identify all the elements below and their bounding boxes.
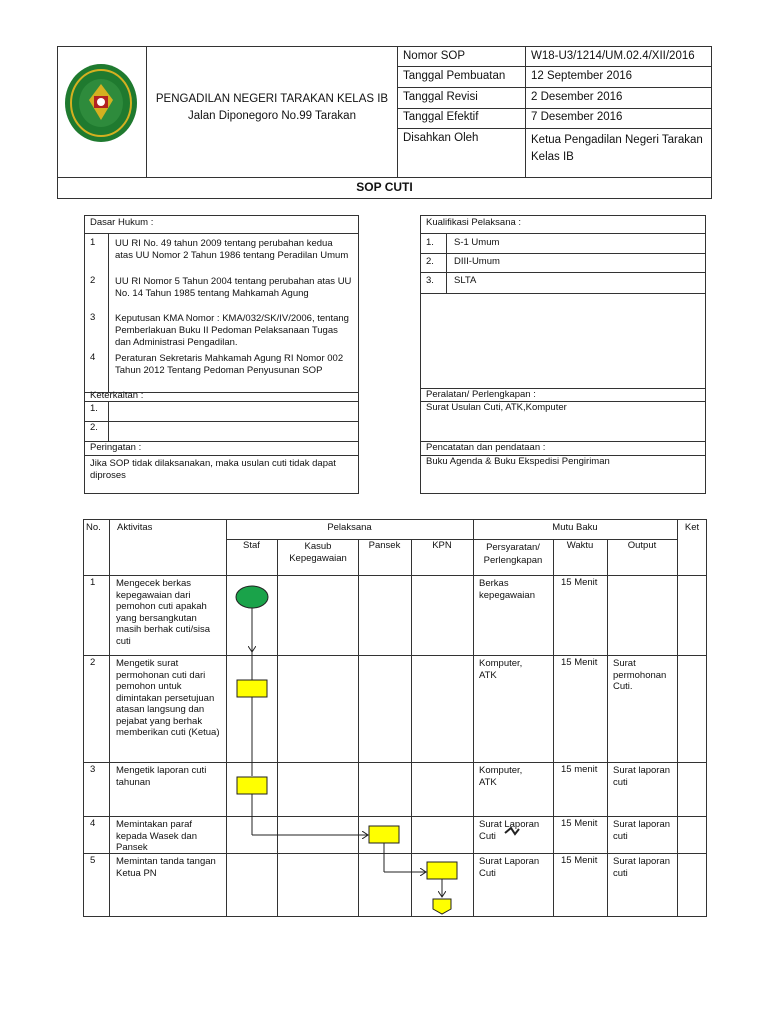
row-waktu: 15 Menit (561, 577, 598, 588)
kualifikasi-heading: Kualifikasi Pelaksana : (426, 217, 522, 228)
col-aktivitas-header: Aktivitas (117, 522, 153, 533)
col-pansek-header: Pansek (368, 540, 401, 551)
field-label-efektif: Tanggal Efektif (403, 111, 479, 123)
process-shape (237, 777, 267, 794)
col-pelaksana-header: Pelaksana (327, 522, 372, 533)
peralatan-text: Surat Usulan Cuti, ATK,Komputer (426, 402, 567, 413)
col-staf-header: Staf (243, 540, 260, 551)
row-waktu: 15 Menit (561, 855, 598, 866)
keterkaitan-item: 1. (90, 403, 98, 414)
process-shape (369, 826, 399, 843)
field-label-revisi: Tanggal Revisi (403, 91, 478, 103)
row-no: 4 (90, 818, 96, 829)
row-output: Surat permohonan Cuti. (613, 658, 667, 692)
field-value-efektif: 7 Desember 2016 (531, 111, 623, 123)
dasar-hukum-no: 1 (90, 237, 96, 248)
row-aktivitas: Mengetik surat permohonan cuti dari pemohon untuk dimintakan persetujuan atasan langsung dan pejabat yang berhak memberikan cuti (Ketua) (116, 658, 220, 738)
process-shape (237, 680, 267, 697)
org-address: Jalan Diponegoro No.99 Tarakan (188, 110, 356, 122)
row-waktu: 15 Menit (561, 818, 598, 829)
row-aktivitas: Memintakan paraf kepada Wasek dan Pansek (116, 819, 197, 853)
dasar-hukum-text: Keputusan KMA Nomor : KMA/032/SK/IV/2006, tentang Pemberlakuan Buku II Pedoman Pelaksanaan Tugas dan Administrasi Pengadilan. (115, 313, 349, 348)
field-value-pembuatan: 12 September 2016 (531, 70, 633, 82)
col-no-header: No. (86, 522, 101, 533)
row-aktivitas: Memintan tanda tangan Ketua PN (116, 856, 216, 879)
col-kpn-header: KPN (432, 540, 452, 551)
dasar-hukum-no: 4 (90, 352, 96, 363)
dasar-hukum-no: 2 (90, 275, 96, 286)
org-name: PENGADILAN NEGERI TARAKAN KELAS IB (155, 93, 389, 105)
row-output: Surat laporan cuti (613, 856, 671, 879)
process-shape (427, 862, 457, 879)
field-label-pembuatan: Tanggal Pembuatan (403, 70, 506, 82)
peringatan-text: Jika SOP tidak dilaksanakan, maka usulan cuti tidak dapat diproses (90, 458, 336, 481)
dasar-hukum-text: Peraturan Sekretaris Mahkamah Agung RI Nomor 002 Tahun 2012 Tentang Pedoman Penyusunan SOP (115, 353, 344, 376)
dasar-hukum-text: UU RI No. 49 tahun 2009 tentang perubahan kedua atas UU Nomor 2 Tahun 1986 tentang Peradilan Umum (115, 238, 349, 261)
col-ket-header: Ket (684, 522, 700, 533)
kualifikasi-no: 3. (426, 275, 434, 286)
peralatan-heading: Peralatan/ Perlengkapan : (426, 389, 536, 400)
row-waktu: 15 Menit (561, 657, 598, 668)
scribble-mark (505, 828, 519, 834)
row-aktivitas: Mengetik laporan cuti tahunan (116, 765, 207, 788)
kualifikasi-no: 2. (426, 256, 434, 267)
dasar-hukum-heading: Dasar Hukum : (90, 217, 154, 228)
row-no: 2 (90, 657, 96, 668)
row-waktu: 15 menit (561, 764, 598, 775)
row-persyaratan: Surat Laporan Cuti (479, 819, 540, 842)
field-value-disahkan: Ketua Pengadilan Negeri Tarakan Kelas IB (531, 134, 703, 163)
field-label-nomor: Nomor SOP (403, 50, 465, 62)
row-persyaratan: Komputer, ATK (479, 765, 523, 788)
row-no: 3 (90, 764, 96, 775)
field-label-disahkan: Disahkan Oleh (403, 132, 479, 144)
row-output: Surat laporan cuti (613, 765, 671, 788)
dasar-hukum-text: UU RI Nomor 5 Tahun 2004 tentang perubahan atas UU No. 14 Tahun 1985 tentang Mahkamah Agung (115, 276, 352, 299)
peringatan-heading: Peringatan : (90, 442, 142, 453)
col-kasub-header: Kasub Kepegawaian (289, 541, 347, 564)
row-no: 5 (90, 855, 96, 866)
start-terminator-shape (236, 586, 268, 608)
row-persyaratan: Berkas kepegawaian (479, 578, 535, 601)
col-mutu-baku-header: Mutu Baku (552, 522, 598, 533)
row-aktivitas: Mengecek berkas kepegawaian dari pemohon cuti apakah yang bersangkutan masih berhak cuti/sisa cuti (116, 578, 210, 647)
kualifikasi-item: SLTA (454, 275, 477, 286)
kualifikasi-item: S-1 Umum (454, 237, 500, 248)
keterkaitan-heading: Keterkaitan : (90, 390, 144, 401)
field-value-nomor: W18-U3/1214/UM.02.4/XII/2016 (531, 50, 695, 62)
col-persyaratan-header: Persyaratan/ Perlengkapan (483, 542, 543, 566)
pencatatan-heading: Pencatatan dan pendataan : (426, 442, 546, 453)
dasar-hukum-no: 3 (90, 312, 96, 323)
kualifikasi-no: 1. (426, 237, 434, 248)
document-title: SOP CUTI (356, 180, 413, 194)
col-output-header: Output (627, 540, 657, 551)
col-waktu-header: Waktu (566, 540, 594, 551)
row-persyaratan: Surat Laporan Cuti (479, 856, 540, 879)
pencatatan-text: Buku Agenda & Buku Ekspedisi Pengiriman (426, 456, 610, 467)
field-value-revisi: 2 Desember 2016 (531, 91, 623, 103)
row-no: 1 (90, 577, 96, 588)
row-persyaratan: Komputer, ATK (479, 658, 523, 681)
keterkaitan-item: 2. (90, 422, 98, 433)
kualifikasi-item: DIII-Umum (454, 256, 500, 267)
offpage-connector-shape (433, 899, 451, 914)
row-output: Surat laporan cuti (613, 819, 671, 842)
